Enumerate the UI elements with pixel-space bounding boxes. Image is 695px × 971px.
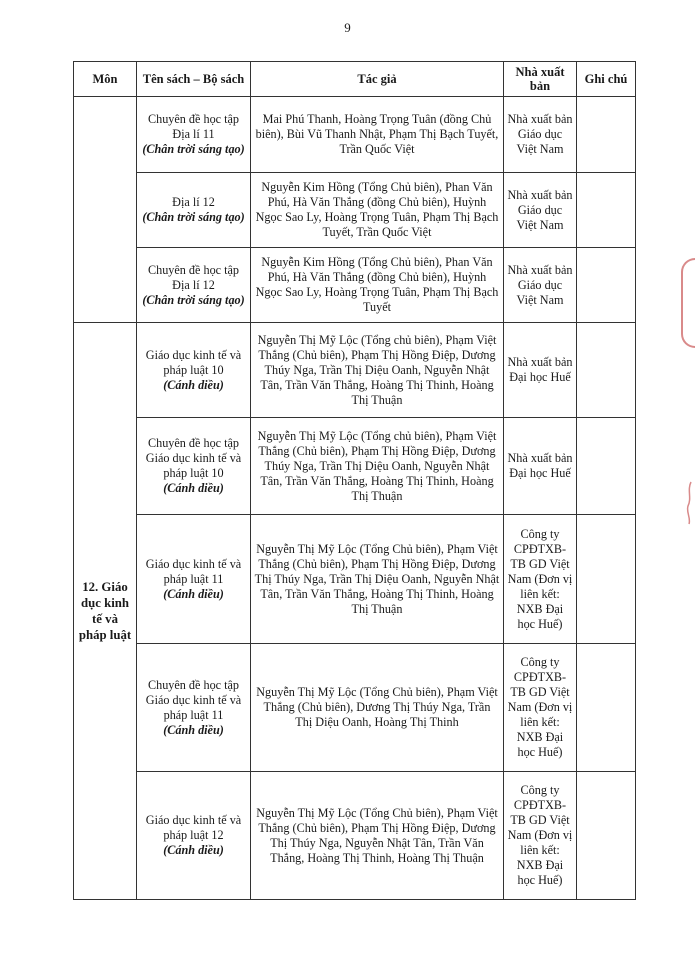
authors: Nguyễn Thị Mỹ Lộc (Tổng chủ biên), Phạm Việt Thắng (Chủ biên), Phạm Thị Hồng Điệp, Dương Thúy Nga, Trần Thị Diệu Oanh, Nguyễn Nhật Tân, Trần Văn Thắng, Hoàng Thị Thinh, Hoàng Thị Thuận	[257, 332, 497, 407]
book-title: Địa lí 12	[172, 195, 215, 209]
table-row	[74, 97, 636, 173]
book-cell	[137, 515, 251, 644]
publisher: Nhà xuất bản Đại học Huế	[507, 355, 573, 384]
publisher-cell	[504, 323, 577, 418]
book-cell	[137, 418, 251, 515]
publisher-cell	[504, 772, 577, 900]
author-cell	[251, 515, 504, 644]
note-cell	[577, 97, 636, 173]
header-subject: Môn	[74, 62, 137, 97]
book-cell	[137, 644, 251, 772]
author-cell	[251, 248, 504, 323]
table-header-row	[74, 62, 636, 97]
book-cell	[137, 323, 251, 418]
publisher: Nhà xuất bản Giáo dục Việt Nam	[507, 262, 573, 307]
header-book: Tên sách – Bộ sách	[137, 62, 251, 97]
note-cell	[577, 248, 636, 323]
publisher: Nhà xuất bản Giáo dục Việt Nam	[507, 112, 573, 156]
book-cell	[137, 248, 251, 323]
table-row	[74, 248, 636, 323]
table-row	[74, 515, 636, 644]
note-cell	[577, 323, 636, 418]
authors: Nguyễn Kim Hồng (Tổng Chủ biên), Phan Văn Phú, Hà Văn Thắng (đồng Chủ biên), Huỳnh Ngọc Sao Ly, Hoàng Trọng Tuân, Phạm Thị Bạch Tuyết	[255, 255, 499, 314]
red-seal-stamp-mark	[685, 480, 693, 525]
publisher-cell	[504, 418, 577, 515]
header-author: Tác giả	[251, 62, 504, 97]
publisher: Nhà xuất bản Đại học Huế	[507, 451, 573, 480]
book-series: (Chân trời sáng tạo)	[142, 142, 245, 156]
red-seal-stamp-edge	[681, 258, 695, 348]
book-series: (Chân trời sáng tạo)	[142, 210, 245, 224]
author-cell	[251, 173, 504, 248]
book-title: Giáo dục kinh tế và pháp luật 11	[145, 556, 242, 586]
note-cell	[577, 644, 636, 772]
author-cell	[251, 772, 504, 900]
publisher: Công ty CPĐTXB-TB GD Việt Nam (Đơn vị liên kết: NXB Đại học Huế)	[507, 526, 573, 631]
note-cell	[577, 515, 636, 644]
page-number: 9	[344, 20, 351, 35]
book-series: (Cánh diều)	[163, 722, 224, 737]
publisher-cell	[504, 97, 577, 173]
authors: Mai Phú Thanh, Hoàng Trọng Tuân (đồng Chủ biên), Bùi Vũ Thanh Nhật, Phạm Thị Bạch Tuyết, Trần Quốc Việt	[255, 112, 499, 156]
book-cell	[137, 772, 251, 900]
book-series: (Cánh diều)	[163, 843, 224, 857]
author-cell	[251, 418, 504, 515]
textbook-table	[73, 61, 636, 900]
book-title: Chuyên đề học tập Địa lí 11	[147, 112, 240, 141]
authors: Nguyễn Kim Hồng (Tổng Chủ biên), Phan Văn Phú, Hà Văn Thắng (đồng Chủ biên), Huỳnh Ngọc Sao Ly, Hoàng Trọng Tuân, Phạm Thị Bạch Tuyết, Trần Quốc Việt	[255, 180, 499, 239]
book-title: Chuyên đề học tập Giáo dục kinh tế và pháp luật 11	[145, 677, 242, 722]
table-row	[74, 418, 636, 515]
table-row	[74, 772, 636, 900]
note-cell	[577, 418, 636, 515]
authors: Nguyễn Thị Mỹ Lộc (Tổng Chủ biên), Phạm Việt Thắng (Chủ biên), Dương Thị Thúy Nga, Trần Thị Diệu Oanh, Hoàng Thị Thinh	[256, 685, 498, 729]
author-cell	[251, 97, 504, 173]
book-title: Giáo dục kinh tế và pháp luật 12	[145, 813, 242, 842]
publisher-cell	[504, 248, 577, 323]
publisher: Nhà xuất bản Giáo dục Việt Nam	[507, 187, 573, 232]
book-cell	[137, 97, 251, 173]
note-cell	[577, 772, 636, 900]
authors: Nguyễn Thị Mỹ Lộc (Tổng Chủ biên), Phạm Việt Thắng (Chủ biên), Phạm Thị Hồng Điệp, Dương Thị Thúy Nga, Nguyễn Nhật Tân, Trần Văn Thắng, Hoàng Thị Thinh, Hoàng Thị Thuận	[256, 805, 498, 865]
header-note: Ghi chú	[577, 62, 636, 97]
book-series: (Cánh diều)	[163, 586, 224, 601]
book-title: Giáo dục kinh tế và pháp luật 10	[145, 347, 242, 377]
publisher: Công ty CPĐTXB-TB GD Việt Nam (Đơn vị liên kết: NXB Đại học Huế)	[507, 655, 573, 759]
publisher: Công ty CPĐTXB-TB GD Việt Nam (Đơn vị liên kết: NXB Đại học Huế)	[507, 783, 573, 887]
publisher-cell	[504, 515, 577, 644]
authors: Nguyễn Thị Mỹ Lộc (Tổng Chủ biên), Phạm Việt Thắng (Chủ biên), Phạm Thị Hồng Điệp, Dương Thị Thúy Nga, Trần Thị Diệu Oanh, Nguyễn Nhật Tân, Trần Văn Thắng, Hoàng Thị Thinh, Hoàng Thị Thuận	[254, 541, 500, 616]
header-publisher: Nhà xuất bản	[504, 62, 577, 97]
publisher-cell	[504, 644, 577, 772]
table-row	[74, 173, 636, 248]
book-cell	[137, 173, 251, 248]
table-row	[74, 323, 636, 418]
book-series: (Chân trời sáng tạo)	[142, 292, 245, 307]
subject-cell-gdkt-pl: 12. Giáo dục kinh tế và pháp luật	[74, 323, 137, 900]
subject-cell-continued	[74, 97, 137, 323]
publisher-cell	[504, 173, 577, 248]
note-cell	[577, 173, 636, 248]
authors: Nguyễn Thị Mỹ Lộc (Tổng chủ biên), Phạm Việt Thắng (Chủ biên), Phạm Thị Hồng Điệp, Dương Thúy Nga, Trần Thị Diệu Oanh, Nguyễn Nhật Tân, Trần Văn Thắng, Hoàng Thị Thinh, Hoàng Thị Thuận	[257, 428, 497, 503]
book-series: (Cánh diều)	[163, 377, 224, 392]
author-cell	[251, 323, 504, 418]
book-series: (Cánh diều)	[163, 481, 224, 495]
book-title: Chuyên đề học tập Địa lí 12	[147, 262, 240, 292]
author-cell	[251, 644, 504, 772]
table-row	[74, 644, 636, 772]
book-title: Chuyên đề học tập Giáo dục kinh tế và pháp luật 10	[145, 436, 242, 480]
